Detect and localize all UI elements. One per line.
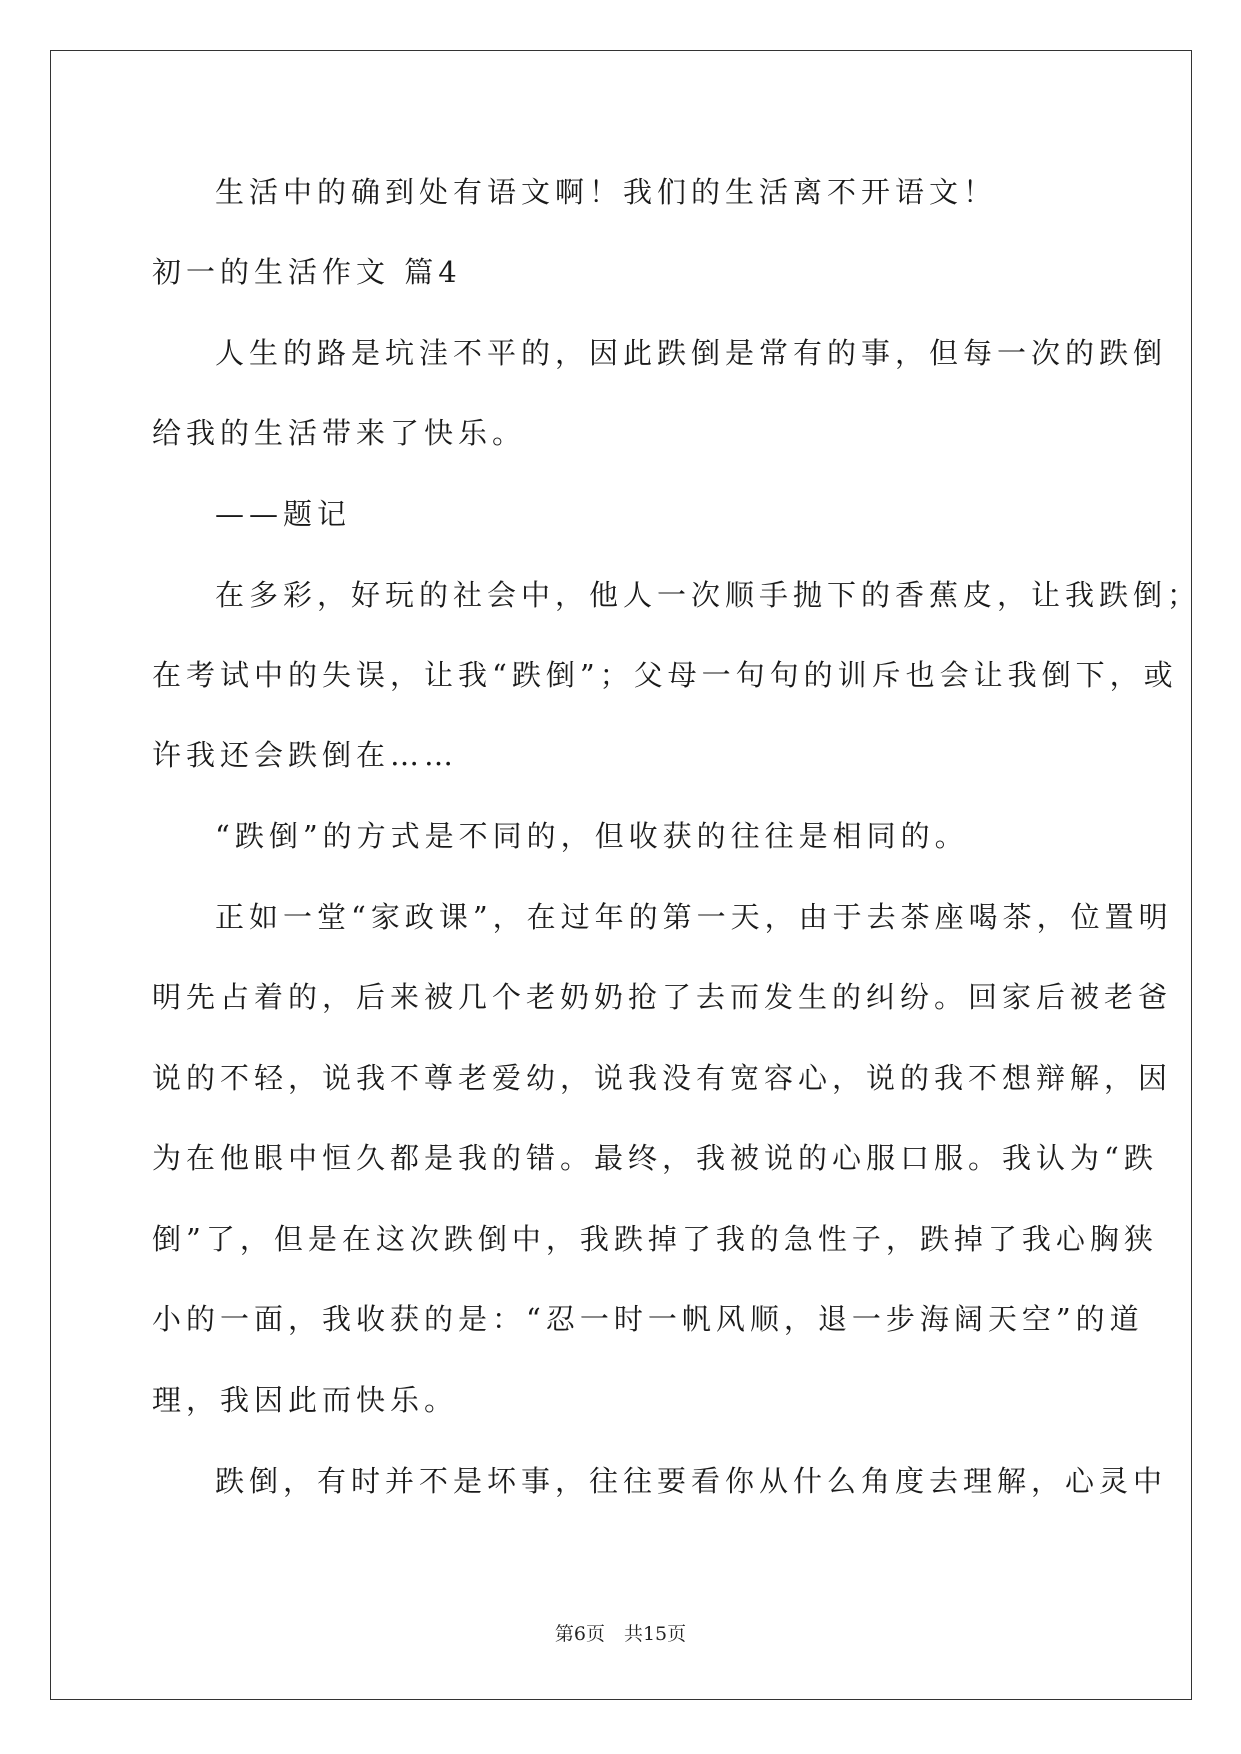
paragraph-line: 人生的路是坑洼不平的，因此跌倒是常有的事，但每一次的跌倒 (215, 336, 1168, 370)
inscription-line: ——题记 (215, 497, 352, 531)
paragraph-line: 明先占着的，后来被几个老奶奶抢了去而发生的纠纷。回家后被老爸 (152, 980, 1173, 1014)
paragraph-line: “跌倒”的方式是不同的，但收获的往往是相同的。 (215, 819, 969, 853)
paragraph-line: 跌倒，有时并不是坏事，往往要看你从什么角度去理解，心灵中 (215, 1464, 1168, 1498)
page-number-footer: 第6页 共15页 (554, 1623, 687, 1645)
paragraph-line: 小的一面，我收获的是：“忍一时一帆风顺，退一步海阔天空”的道 (152, 1302, 1144, 1336)
paragraph-line: 理，我因此而快乐。 (152, 1383, 459, 1417)
paragraph-line: 为在他眼中恒久都是我的错。最终，我被说的心服口服。我认为“跌 (152, 1141, 1158, 1175)
section-heading: 初一的生活作文 篇4 (152, 255, 462, 289)
paragraph-line: 正如一堂“家政课”，在过年的第一天，由于去茶座喝茶，位置明 (215, 900, 1173, 934)
paragraph-line: 倒”了，但是在这次跌倒中，我跌掉了我的急性子，跌掉了我心胸狭 (152, 1222, 1158, 1256)
paragraph-line: 生活中的确到处有语文啊！我们的生活离不开语文！ (215, 175, 998, 209)
paragraph-line: 在多彩，好玩的社会中，他人一次顺手抛下的香蕉皮，让我跌倒； (215, 578, 1202, 612)
paragraph-line: 说的不轻，说我不尊老爱幼，说我没有宽容心，说的我不想辩解，因 (152, 1061, 1173, 1095)
paragraph-line: 许我还会跌倒在…… (152, 738, 459, 772)
paragraph-line: 在考试中的失误，让我“跌倒”；父母一句句的训斥也会让我倒下，或 (152, 658, 1178, 692)
page-border (50, 50, 1192, 1700)
paragraph-line: 给我的生活带来了快乐。 (152, 416, 527, 450)
